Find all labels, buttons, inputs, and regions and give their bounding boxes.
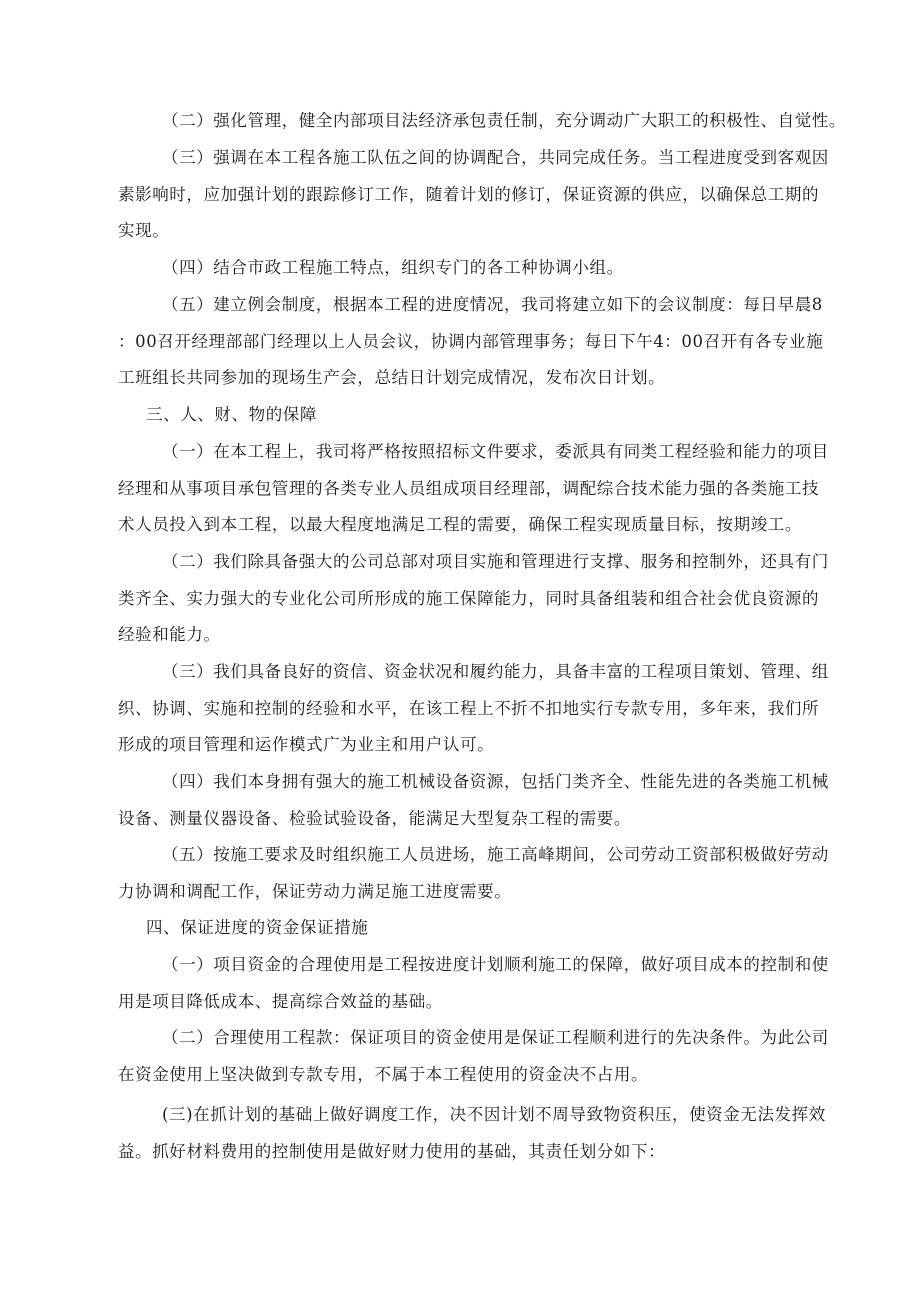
paragraph-meeting-system: （五）建立例会制度，根据本工程的进度情况，我司将建立如下的会议制度：每日早晨8 ：00召开经理部部门经理以上人员会议，协调内部管理事务；每日下午4：00召开有各专业施 工班组长共同参加的现场生产会，总结日计划完成情况，发布次日计划。	[118, 295, 824, 387]
paragraph-strengthen-management: （二）强化管理，健全内部项目法经济承包责任制，充分调动广大职工的积极性、自觉性。	[162, 111, 846, 130]
paragraph-fund-usage: （一）项目资金的合理使用是工程按进度计划顺利施工的保障，做好项目成本的控制和使 用是项目降低成本、提高综合效益的基础。	[118, 955, 829, 1011]
paragraph-coordination: （三）强调在本工程各施工队伍之间的协调配合，共同完成任务。当工程进度受到客观因 素影响时，应加强计划的跟踪修订工作，随着计划的修订，保证资源的供应，以确保总工期的 实现。	[118, 148, 829, 240]
paragraph-equipment: （四）我们本身拥有强大的施工机械设备资源，包括门类齐全、性能先进的各类施工机械 设备、测量仪器设备、检验试验设备，能满足大型复杂工程的需要。	[118, 772, 829, 828]
section-heading-funding: 四、保证进度的资金保证措施	[146, 918, 369, 937]
paragraph-coordination-group: （四）结合市政工程施工特点，组织专门的各工种协调小组。	[162, 258, 624, 277]
paragraph-credit-capability: （三）我们具备良好的资信、资金状况和履约能力，具备丰富的工程项目策划、管理、组 织、协调、实施和控制的经验和水平，在该工程上不折不扣地实行专款专用，多年来，我们所 形成的项目管理和运作模式广为业主和用户认可。	[118, 662, 829, 754]
section-heading-resources: 三、人、财、物的保障	[146, 405, 317, 424]
paragraph-project-payment: （二）合理使用工程款：保证项目的资金使用是保证工程顺利进行的先决条件。为此公司 在资金使用上坚决做到专款专用，不属于本工程使用的资金决不占用。	[118, 1028, 829, 1084]
paragraph-project-team: （一）在本工程上，我司将严格按照招标文件要求，委派具有同类工程经验和能力的项目 经理和从事项目承包管理的各类专业人员组成项目经理部，调配综合技术能力强的各类施工技 术人员投入到本工程，以最大程度地满足工程的需要，确保工程实现质量目标，按期竣工。	[118, 442, 829, 534]
paragraph-labor: （五）按施工要求及时组织施工人员进场，施工高峰期间，公司劳动工资部积极做好劳动 力协调和调配工作，保证劳动力满足施工进度需要。	[118, 845, 829, 901]
paragraph-scheduling: (三)在抓计划的基础上做好调度工作，决不因计划不周导致物资积压，使资金无法发挥效 益。抓好材料费用的控制使用是做好财力使用的基础，其责任划分如下：	[118, 1105, 826, 1161]
paragraph-company-support: （二）我们除具备强大的公司总部对项目实施和管理进行支撑、服务和控制外，还具有门 类齐全、实力强大的专业化公司所形成的施工保障能力，同时具备组装和组合社会优良资源的 经验和能力。	[118, 552, 829, 644]
